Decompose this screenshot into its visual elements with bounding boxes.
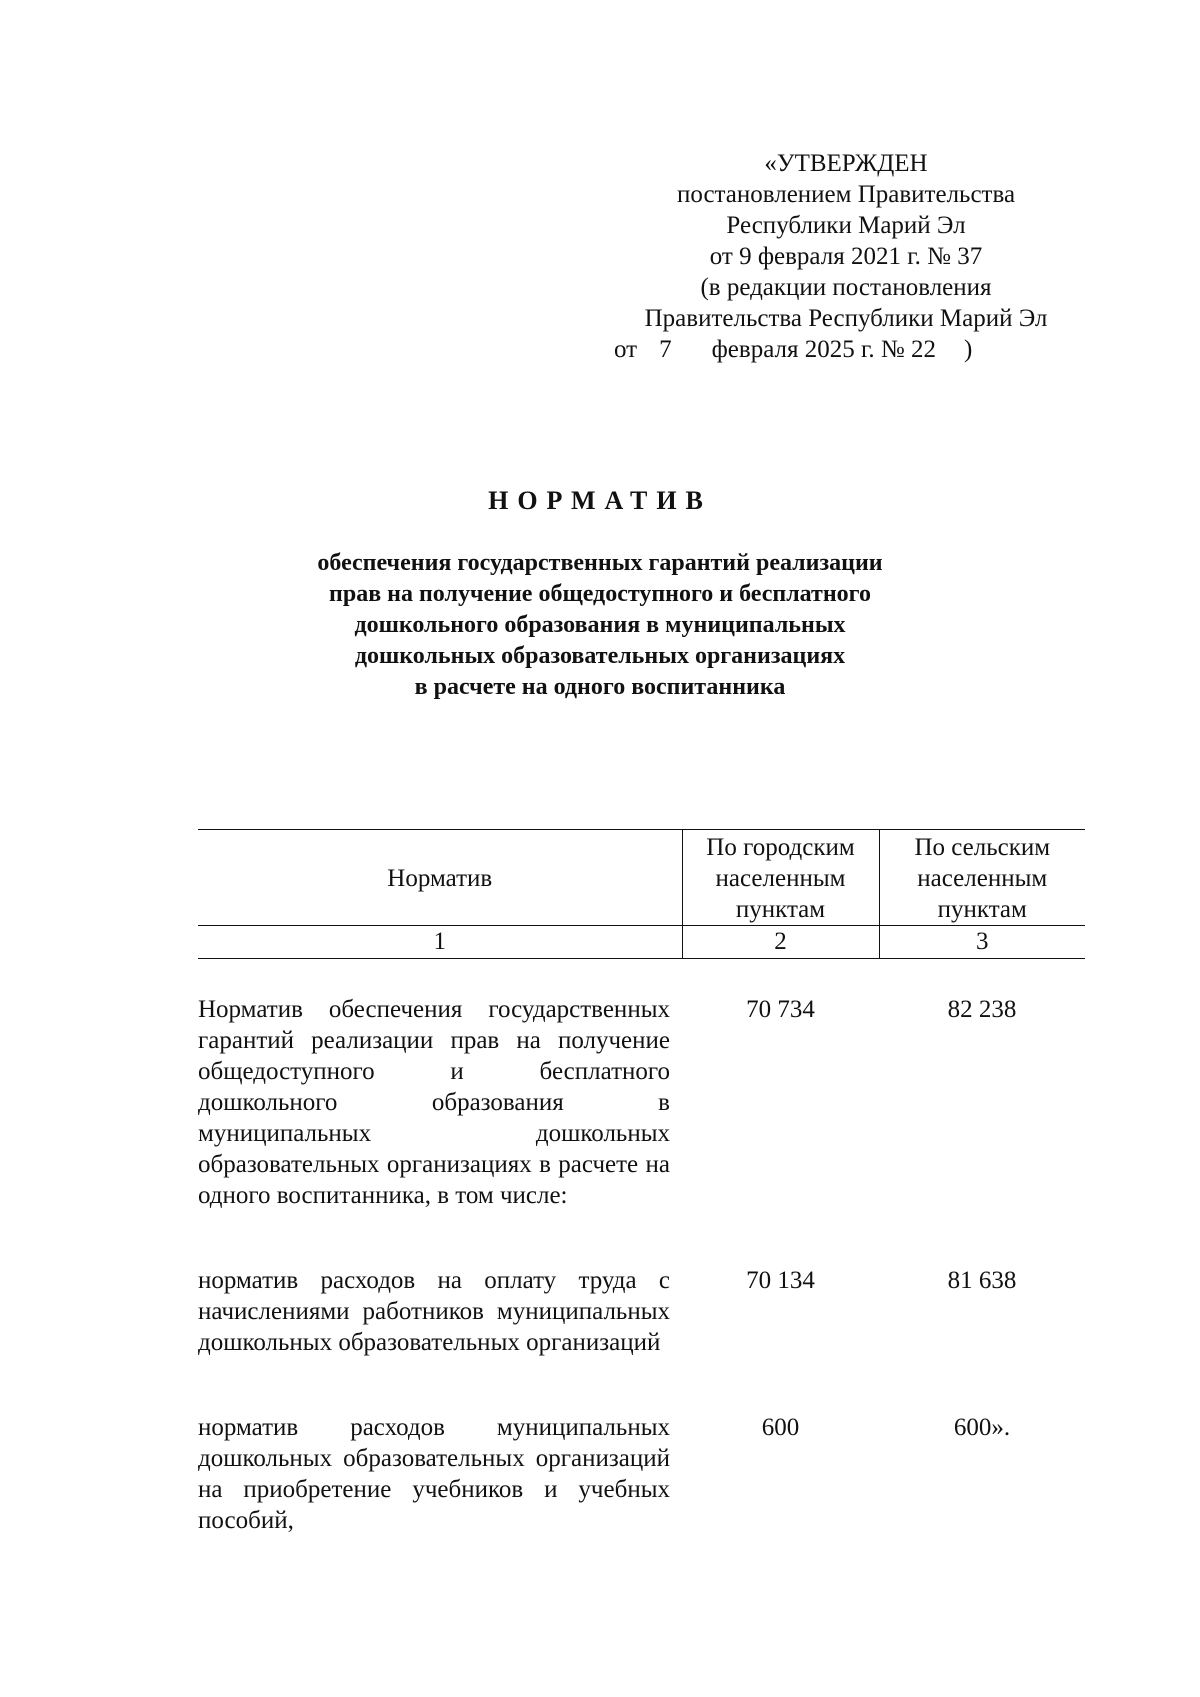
- revision-date-prefix: от: [614, 336, 638, 363]
- normative-table: [198, 829, 1085, 1536]
- column-number: 2: [682, 926, 879, 959]
- normative-table-container: [198, 829, 1085, 1536]
- subtitle-line: обеспечения государственных гарантий реализации: [317, 550, 883, 576]
- document-subtitle: [200, 548, 1000, 703]
- table-row: [198, 1358, 1085, 1536]
- subtitle-line: в расчете на одного воспитанника: [414, 674, 786, 700]
- revision-date-line: [596, 334, 1096, 365]
- urban-value: 70 134: [746, 1267, 815, 1294]
- approval-stamp: [596, 148, 1096, 365]
- table-header-row: [198, 830, 1085, 926]
- approval-line: Республики Марий Эл: [726, 212, 966, 239]
- subtitle-line: прав на получение общедоступного и бесплатного: [329, 581, 871, 607]
- document-title: НОРМАТИВ: [488, 486, 712, 515]
- column-header-normative: Норматив: [198, 830, 682, 926]
- table-row: [198, 959, 1085, 1212]
- revision-date-suffix: ): [964, 336, 973, 363]
- revision-day: 7: [659, 336, 672, 363]
- column-number: 3: [879, 926, 1085, 959]
- row-label: Норматив обеспечения государственных гарантий реализации прав на получение общедоступного и бесплатного дошкольного образования в муниципальных дошкольных образовательных организациях в расчете на одного воспитанника, в том числе:: [198, 996, 670, 1209]
- approval-line: постановлением Правительства: [676, 181, 1016, 208]
- rural-value: 81 638: [947, 1267, 1017, 1294]
- subtitle-line: дошкольного образования в муниципальных: [354, 612, 846, 638]
- column-header-urban: По городским населенным пунктам: [682, 830, 879, 926]
- row-label: норматив расходов на оплату труда с начислениями работников муниципальных дошкольных образовательных организаций: [198, 1267, 670, 1356]
- approval-line: (в редакции постановления: [700, 274, 992, 301]
- column-number: 1: [198, 926, 682, 959]
- approval-line: от 9 февраля 2021 г. № 37: [709, 243, 983, 270]
- column-number-row: [198, 926, 1085, 959]
- rural-value: 82 238: [947, 996, 1017, 1023]
- approval-line: «УТВЕРЖДЕН: [764, 150, 928, 177]
- rural-value: 600».: [953, 1414, 1011, 1441]
- revision-number: 22: [911, 336, 937, 363]
- urban-value: 600: [761, 1414, 800, 1441]
- subtitle-line: дошкольных образовательных организациях: [354, 643, 846, 669]
- table-row: [198, 1211, 1085, 1358]
- approval-line: Правительства Республики Марий Эл: [644, 305, 1048, 332]
- row-label: норматив расходов муниципальных дошкольных образовательных организаций на приобретение учебников и учебных пособий,: [198, 1414, 670, 1534]
- column-header-rural: По сельским населенным пунктам: [879, 830, 1085, 926]
- urban-value: 70 734: [746, 996, 815, 1023]
- revision-date-middle: февраля 2025 г. №: [711, 336, 905, 363]
